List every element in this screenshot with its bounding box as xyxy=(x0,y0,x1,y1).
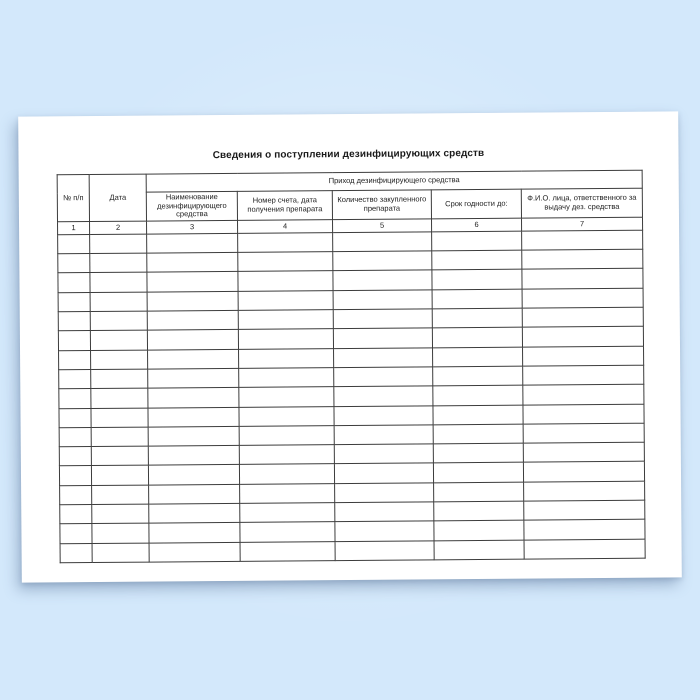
column-number-cell: 7 xyxy=(521,217,642,231)
empty-cell xyxy=(147,253,238,273)
empty-cell xyxy=(58,234,90,254)
empty-cell xyxy=(333,328,432,348)
column-number-cell: 4 xyxy=(238,220,333,234)
col-header-product-name: Наименование дезинфицирующего средства xyxy=(146,191,237,221)
empty-cell xyxy=(334,425,433,445)
empty-cell xyxy=(523,423,644,443)
empty-cell xyxy=(90,330,147,350)
empty-cell xyxy=(90,292,147,312)
empty-cell xyxy=(240,541,335,561)
col-header-expiry-date: Срок годности до: xyxy=(431,189,521,219)
col-header-invoice-number: Номер счета, дата получения препарата xyxy=(237,191,332,221)
empty-cell xyxy=(148,349,239,369)
empty-cell xyxy=(92,523,149,543)
empty-cell xyxy=(60,543,92,563)
col-header-quantity: Количество закупленного препарата xyxy=(332,190,431,220)
empty-cell xyxy=(92,485,149,505)
empty-cell xyxy=(59,389,91,409)
empty-cell xyxy=(523,462,644,482)
empty-cell xyxy=(147,291,238,311)
page-title: Сведения о поступлении дезинфицирующих средств xyxy=(212,147,485,162)
empty-cell xyxy=(58,254,90,274)
empty-cell xyxy=(239,464,334,484)
empty-cell xyxy=(523,404,644,424)
empty-cell xyxy=(148,446,239,466)
empty-cell xyxy=(524,481,645,501)
empty-cell xyxy=(522,288,643,308)
col-header-responsible-person: Ф.И.О. лица, ответственного за выдачу дез. средства xyxy=(521,188,642,218)
empty-cell xyxy=(148,426,239,446)
table-body xyxy=(58,230,646,563)
empty-cell xyxy=(335,483,434,503)
empty-cell xyxy=(522,327,643,347)
empty-cell xyxy=(523,346,644,366)
empty-cell xyxy=(433,443,523,463)
empty-cell xyxy=(333,251,432,271)
empty-cell xyxy=(432,270,522,290)
empty-cell xyxy=(523,442,644,462)
column-number-cell: 2 xyxy=(90,221,147,234)
empty-cell xyxy=(333,309,432,329)
empty-cell xyxy=(58,331,90,351)
empty-cell xyxy=(59,466,91,486)
empty-cell xyxy=(434,540,524,560)
empty-cell xyxy=(434,482,524,502)
empty-cell xyxy=(148,465,239,485)
empty-cell xyxy=(149,523,240,543)
empty-cell xyxy=(91,427,148,447)
empty-cell xyxy=(239,368,334,388)
empty-cell xyxy=(240,483,335,503)
empty-cell xyxy=(522,230,643,250)
empty-cell xyxy=(239,348,334,368)
empty-cell xyxy=(91,350,148,370)
empty-cell xyxy=(147,330,238,350)
table-header xyxy=(57,170,643,234)
table-row xyxy=(60,539,645,563)
empty-cell xyxy=(59,447,91,467)
empty-cell xyxy=(523,365,644,385)
empty-cell xyxy=(149,503,240,523)
empty-cell xyxy=(334,405,433,425)
empty-cell xyxy=(335,521,434,541)
empty-cell xyxy=(239,406,334,426)
empty-cell xyxy=(238,310,333,330)
empty-cell xyxy=(522,269,643,289)
empty-cell xyxy=(59,427,91,447)
empty-cell xyxy=(334,367,433,387)
empty-cell xyxy=(239,445,334,465)
empty-cell xyxy=(239,425,334,445)
empty-cell xyxy=(434,501,524,521)
empty-cell xyxy=(335,502,434,522)
empty-cell xyxy=(60,485,92,505)
empty-cell xyxy=(239,387,334,407)
empty-cell xyxy=(433,463,523,483)
document-page xyxy=(18,111,682,582)
empty-cell xyxy=(334,444,433,464)
empty-cell xyxy=(90,273,147,293)
empty-cell xyxy=(238,252,333,272)
empty-cell xyxy=(91,408,148,428)
empty-cell xyxy=(524,500,645,520)
empty-cell xyxy=(148,368,239,388)
empty-cell xyxy=(58,292,90,312)
empty-cell xyxy=(240,522,335,542)
column-number-cell: 1 xyxy=(58,221,90,234)
empty-cell xyxy=(333,232,432,252)
empty-cell xyxy=(58,273,90,293)
empty-cell xyxy=(522,249,643,269)
empty-cell xyxy=(334,348,433,368)
empty-cell xyxy=(92,504,149,524)
empty-cell xyxy=(432,250,522,270)
empty-cell xyxy=(91,446,148,466)
empty-cell xyxy=(433,405,523,425)
empty-cell xyxy=(58,312,90,332)
empty-cell xyxy=(524,539,645,559)
empty-cell xyxy=(147,233,238,253)
empty-cell xyxy=(91,388,148,408)
empty-cell xyxy=(59,408,91,428)
empty-cell xyxy=(432,308,522,328)
empty-cell xyxy=(433,347,523,367)
col-header-date: Дата xyxy=(89,174,146,221)
empty-cell xyxy=(523,384,644,404)
empty-cell xyxy=(524,520,645,540)
empty-cell xyxy=(148,407,239,427)
column-number-cell: 5 xyxy=(332,219,431,233)
empty-cell xyxy=(238,271,333,291)
empty-cell xyxy=(238,233,333,253)
empty-cell xyxy=(333,290,432,310)
empty-cell xyxy=(59,369,91,389)
empty-cell xyxy=(433,424,523,444)
empty-cell xyxy=(60,524,92,544)
empty-cell xyxy=(333,270,432,290)
empty-cell xyxy=(432,231,522,251)
empty-cell xyxy=(60,505,92,525)
empty-cell xyxy=(147,310,238,330)
empty-cell xyxy=(334,463,433,483)
empty-cell xyxy=(149,484,240,504)
group-header-receipt: Приход дезинфицирующего средства xyxy=(146,170,642,192)
empty-cell xyxy=(240,503,335,523)
empty-cell xyxy=(149,542,240,562)
empty-cell xyxy=(90,311,147,331)
empty-cell xyxy=(434,520,524,540)
empty-cell xyxy=(238,329,333,349)
empty-cell xyxy=(433,366,523,386)
empty-cell xyxy=(432,289,522,309)
empty-cell xyxy=(522,307,643,327)
col-header-row-number: № п/п xyxy=(57,175,89,222)
empty-cell xyxy=(335,540,434,560)
empty-cell xyxy=(59,350,91,370)
empty-cell xyxy=(92,543,149,563)
empty-cell xyxy=(433,385,523,405)
empty-cell xyxy=(91,466,148,486)
column-number-cell: 6 xyxy=(431,218,521,232)
empty-cell xyxy=(238,290,333,310)
empty-cell xyxy=(334,386,433,406)
empty-cell xyxy=(91,369,148,389)
empty-cell xyxy=(148,388,239,408)
column-number-cell: 3 xyxy=(147,220,238,234)
empty-cell xyxy=(147,272,238,292)
empty-cell xyxy=(90,234,147,254)
empty-cell xyxy=(90,253,147,273)
disinfectant-receipt-table xyxy=(57,170,646,564)
empty-cell xyxy=(432,328,522,348)
